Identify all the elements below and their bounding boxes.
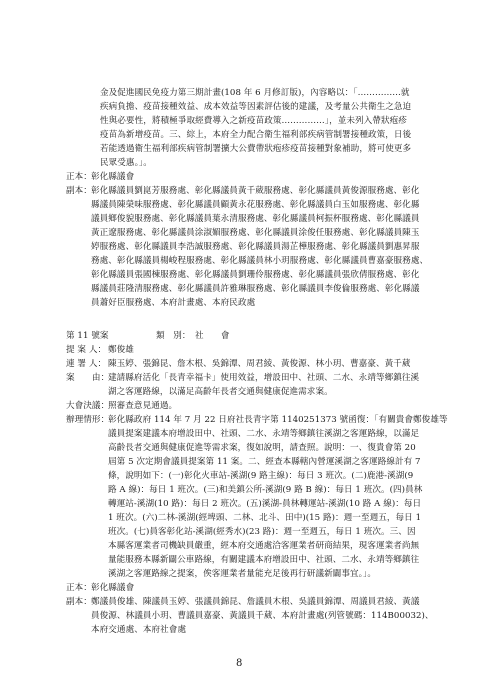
resolution-value: 照審查意見通過。 [108, 401, 178, 411]
paragraph-line: 民眾受惠。」。 [100, 158, 152, 168]
cosigner-value: 陳玉婷、張錦昆、詹木根、吳錦潭、周君綾、黃俊源、林小玥、曹嘉豪、黃千葳 [108, 359, 411, 369]
handling-line: 屆第 5 次定期會議員提案第 11 案。二、經查本縣轄內營運溪湖之客運路線計有 7 [108, 457, 421, 467]
category-value: 社 會 [195, 331, 230, 341]
paragraph-line: 性與必要性，將積極爭取經費導入之新疫苗政策……………」，並未列入帶狀疱疹 [100, 116, 407, 126]
main-recipient: 彰化縣議會 [91, 583, 135, 593]
handling-line: 高齡長者交通與健康促進等需求案，復如說明，請查照。說明：一、復貴會第 20 [108, 443, 416, 453]
cosigner-label: 連 署 人： [66, 359, 107, 369]
handling-label: 辦理情形： [66, 415, 110, 425]
proposer-label: 提 案 人： [66, 345, 107, 355]
copy-recipient-line: 婷服務處、彰化縣議員李浩誠服務處、彰化縣議員湯芷樺服務處、彰化縣議員劉惠昇服 [91, 242, 420, 252]
copy-recipient-label: 副本： [66, 186, 92, 196]
handling-line: 路 A 線)：每日 1 班次。(三)和美鎮公所-溪湖(9 路 B 線)：每日 1 班次。(四)員林 [108, 485, 423, 495]
copy-recipient-line: 員蕭好臣服務處、本府計畫處、本府民政處 [91, 298, 256, 308]
case-number: 第 11 號案 [66, 331, 109, 341]
copy-recipient-line: 縣議員莊隆清服務處、彰化縣議員許雅琳服務處、彰化縣議員李俊倫服務處、彰化縣議 [91, 284, 420, 294]
handling-line: 轉運站-溪湖(10 路)：每日 2 班次。(五)溪湖-員林轉運站-溪湖(10 路 A 線)：每日 [108, 499, 422, 509]
handling-line: 溪湖之客運路線之提案，俟客運業者量能充足後再行研議新闢事宜。」。 [108, 569, 377, 579]
category-label: 類 別： [156, 331, 191, 341]
copy-recipient-line: 議員鄉俊貌服務處、彰化縣議員葉永清服務處、彰化縣議員柯振杯服務處、彰化縣議員 [91, 214, 420, 224]
copy-recipient-line: 黃正遼服務處、彰化縣議員涂淑媚服務處、彰化縣議員涂俊任服務處、彰化縣議員陳玉 [91, 228, 420, 238]
handling-line: 1 班次。(六)二林-溪湖(經埤頭、二林、北斗、田中)(15 路)：週一至週五，每日 1 [108, 513, 422, 523]
paragraph-line: 疫苗為新增疫苗。三、綜上，本府全力配合衛生福利部疾病管制署接種政策，日後 [100, 130, 412, 140]
handling-line: 本縣客運業者司機缺員嚴重，經本府交通處洽客運業者研商結果，現客運業者尚無 [108, 541, 420, 551]
handling-line: 議員提案建議本府增設田中、社頭、二水、永靖等鄉鎮往溪湖之客運路線，以滿足 [108, 429, 420, 439]
paragraph-line: 若能透過衛生福利部疾病管制署擴大公費帶狀疱疹疫苗接種對象補助，將可使更多 [100, 144, 412, 154]
handling-line: 彰化縣政府 114 年 7 月 22 日府社長青字第 1140251373 號函復：「有關貴會鄭俊雄等 [108, 415, 448, 425]
copy-recipient-line: 鄭議員俊雄、陳議員玉婷、張議員錦昆、詹議員木根、吳議員錦潭、周議員君綾、黃議 [91, 597, 420, 607]
paragraph-line: 金及促進國民免疫力第三期計畫(108 年 6 月修訂版)，內容略以：「……………就 [100, 88, 410, 98]
copy-recipient-line: 彰化縣議員劉崑芳服務處、彰化縣議員黃千葳服務處、彰化縣議員黃俊源服務處、彰化 [91, 186, 420, 196]
handling-line: 量能服務本縣新闢公車路線，有關建議本府增設田中、社頭、二水、永靖等鄉鎮往 [108, 555, 420, 565]
copy-recipient-line: 彰化縣議員張國棟服務處、彰化縣議員劉珊伶服務處、彰化縣議員張欣倩服務處、彰化 [91, 270, 420, 280]
handling-line: 班次。(七)員客彰化站-溪湖(經秀水)(23 路)：週一至週五，每日 1 班次。三、因 [108, 527, 416, 537]
main-recipient-label: 正本： [66, 172, 92, 182]
subject-line: 湖之客運路線，以滿足高齡年長者交通與健康促進需求案。 [108, 387, 333, 397]
subject-label: 案 由： [66, 373, 110, 383]
handling-line: 條，說明如下：(一)彰化火車站-溪湖(9 路主線)：每日 3 班次。(二)鹿港-溪湖(9 [108, 471, 414, 481]
copy-recipient-line: 員俊源、林議員小玥、曹議員嘉豪、黃議員千葳、本府計畫處(列管號碼：114B00032)、 [91, 611, 434, 621]
subject-line: 建請縣府活化「長青幸福卡」使用效益，增設田中、社頭、二水、永靖等鄉鎮往溪 [108, 373, 420, 383]
proposer-value: 鄭俊雄 [108, 345, 134, 355]
copy-recipient-line: 縣議員陳榮味服務處、彰化縣議員顧黃永花服務處、彰化縣議員白玉如服務處、彰化縣 [91, 200, 420, 210]
paragraph-line: 疾病負擔、疫苗接種效益、成本效益等因素評估後的建議，及考量公共衛生之急迫 [100, 102, 412, 112]
copy-recipient-line: 本府交通處、本府社會處 [91, 625, 187, 635]
main-recipient: 彰化縣議會 [91, 172, 135, 182]
main-recipient-label: 正本： [66, 583, 92, 593]
copy-recipient-label: 副本： [66, 597, 92, 607]
resolution-label: 大會決議： [66, 401, 110, 411]
page-number: 8 [236, 658, 243, 669]
copy-recipient-line: 務處、彰化縣議員楊峻程服務處、彰化縣議員林小玥服務處、彰化縣議員曹嘉豪服務處、 [91, 256, 429, 266]
